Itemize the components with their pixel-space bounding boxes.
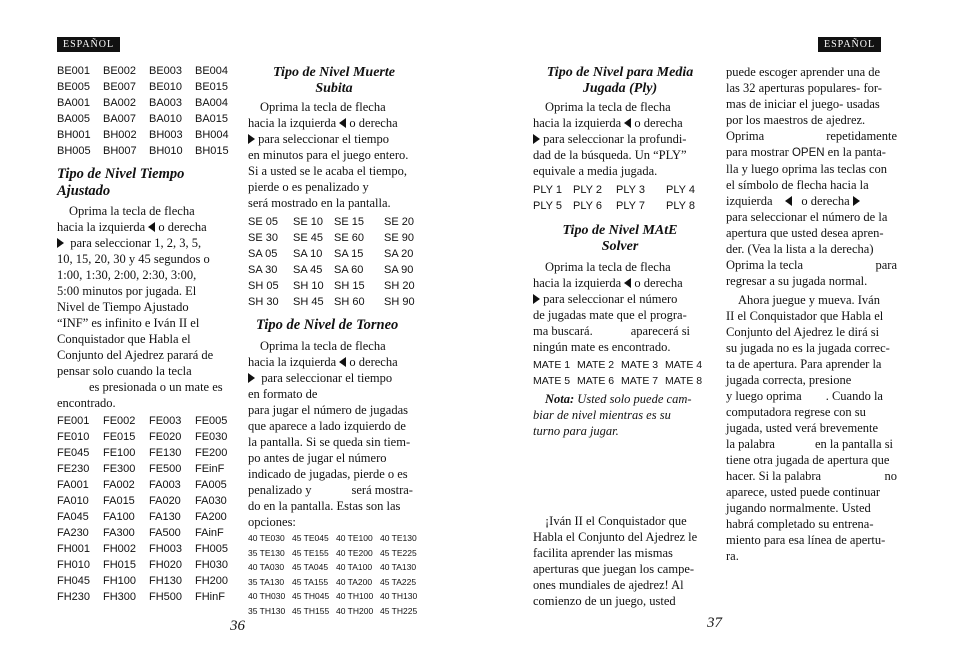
level-code: 35 TE130 [248, 547, 285, 558]
level-code: PLY 2 [573, 184, 602, 196]
right-arrow-icon [533, 134, 540, 144]
level-code: 45 TE045 [292, 533, 329, 543]
level-code: PLY 7 [616, 200, 645, 212]
level-code: SA 10 [293, 248, 323, 260]
level-code: PLY 3 [616, 184, 645, 196]
level-code: 40 TE130 [380, 533, 417, 543]
level-code: SE 30 [248, 232, 278, 244]
level-code: FH130 [149, 575, 183, 587]
level-code: 40 TE100 [336, 533, 373, 543]
level-code: FH020 [149, 559, 183, 571]
level-code: BH005 [57, 145, 91, 157]
level-code: SH 90 [384, 296, 415, 308]
level-code: BE003 [149, 65, 183, 77]
level-code: 45 TE225 [380, 547, 417, 558]
level-code: BA007 [103, 113, 137, 125]
level-code: 45 TH155 [292, 605, 330, 616]
level-code: 45 TH225 [380, 605, 418, 616]
level-code: BH004 [195, 129, 229, 141]
level-code: FH500 [149, 591, 183, 603]
paragraph-media-jugada: Oprima la tecla de flecha hacia la izquierda o derecha para seleccionar la profundi- dad de la búsqueda. Un “PLY” equivale a media jugada. [533, 100, 687, 178]
level-code: SA 05 [248, 248, 278, 260]
level-code: PLY 6 [573, 200, 602, 212]
mate-codes [533, 357, 709, 389]
language-tag-right: ESPAÑOL [818, 37, 881, 52]
page-number-left: 36 [230, 618, 245, 634]
level-code: FA130 [149, 511, 181, 523]
level-code: FEinF [195, 463, 225, 475]
paragraph-aperturas-intro: ¡Iván II el Conquistador que Habla el Conjunto del Ajedrez le facilita aprender las mismas aperturas que juegan los campe- ones mundiales de ajedrez! Al comienzo de un juego, usted [533, 514, 698, 608]
level-code: FE002 [103, 415, 136, 427]
level-code: FE045 [57, 447, 90, 459]
level-code: BH015 [195, 145, 229, 157]
level-code: SH 10 [293, 280, 324, 292]
page-number-right: 37 [707, 615, 722, 631]
note-label: Nota: [545, 392, 575, 406]
level-code: FHinF [195, 591, 225, 603]
level-code: 40 TE200 [336, 547, 373, 558]
level-code: MATE 1 [533, 359, 571, 371]
level-code: SH 60 [334, 296, 365, 308]
level-code: FA300 [103, 527, 135, 539]
level-code: FE020 [149, 431, 182, 443]
tournament-codes [248, 531, 423, 618]
level-code: FE003 [149, 415, 182, 427]
heading-media-jugada: Tipo de Nivel para Media Jugada (Ply) [546, 65, 694, 96]
level-code: MATE 5 [533, 375, 571, 387]
level-code: FE130 [149, 447, 182, 459]
level-code: FE030 [195, 431, 228, 443]
level-code: FE001 [57, 415, 90, 427]
ply-codes [533, 182, 707, 214]
level-code: FH200 [195, 575, 229, 587]
level-code: BH002 [103, 129, 137, 141]
level-code: SE 45 [293, 232, 323, 244]
level-code: 40 TA200 [336, 576, 373, 587]
level-code: SA 15 [334, 248, 364, 260]
level-code: FE010 [57, 431, 90, 443]
level-code: SE 20 [384, 216, 414, 228]
level-code: 40 TH030 [248, 591, 286, 601]
level-code: FA010 [57, 495, 89, 507]
level-codes-top [57, 63, 235, 159]
level-code: 40 TE030 [248, 533, 285, 543]
level-code: MATE 7 [621, 375, 659, 387]
level-code: SE 60 [334, 232, 364, 244]
level-code: FA015 [103, 495, 135, 507]
level-code: BA010 [149, 113, 183, 125]
level-code: FAinF [195, 527, 224, 539]
level-code: FH230 [57, 591, 91, 603]
level-code: BE004 [195, 65, 229, 77]
level-code: SH 15 [334, 280, 365, 292]
level-code: FE015 [103, 431, 136, 443]
left-arrow-icon [785, 196, 792, 206]
left-arrow-icon [339, 118, 346, 128]
level-code: PLY 8 [666, 200, 695, 212]
level-code: MATE 8 [665, 375, 703, 387]
level-code: FA100 [103, 511, 135, 523]
level-code: BH001 [57, 129, 91, 141]
level-code: 40 TA030 [248, 562, 285, 572]
level-code: FE100 [103, 447, 136, 459]
level-code: FA045 [57, 511, 89, 523]
paragraph-juegue: Ahora juegue y mueva. Iván II el Conquistador que Habla el Conjunto del Ajedrez le dirá si su jugada no es la jugada correc- ta de apertura. Para aprender la jugada correcta, presione y luego oprima . Cuando la computadora regrese con su jugada, usted verá brevemente la palabra en la pantalla si tiene otra jugada de apertura que hacer. Si la palabra no aparece, usted puede continuar jugando normalmente. Usted habrá completado su entrena- miento para esa línea de apertu- ra. [726, 293, 897, 563]
right-arrow-icon [533, 294, 540, 304]
level-code: BA005 [57, 113, 91, 125]
level-code: FH003 [149, 543, 183, 555]
level-code: MATE 6 [577, 375, 615, 387]
level-code: SA 45 [293, 264, 323, 276]
level-code: SH 45 [293, 296, 324, 308]
level-code: 45 TA225 [380, 576, 417, 587]
heading-mate-solver: Tipo de Nivel MAtE Solver [562, 223, 678, 254]
level-code: FA005 [195, 479, 227, 491]
level-code: SH 05 [248, 280, 279, 292]
level-code: FA030 [195, 495, 227, 507]
level-code: FA020 [149, 495, 181, 507]
level-code: FE005 [195, 415, 228, 427]
level-code: 45 TH045 [292, 591, 330, 601]
level-code: BE001 [57, 65, 91, 77]
paragraph-mate-solver: Oprima la tecla de flecha hacia la izquierda o derecha para seleccionar el número de jugadas mate que el progra- ma buscará. aparecerá si ningún mate es encontrado. [533, 260, 691, 354]
level-code: FA003 [149, 479, 181, 491]
right-arrow-icon [853, 196, 860, 206]
level-code: SE 10 [293, 216, 323, 228]
heading-tiempo-ajustado: Tipo de Nivel Tiempo Ajustado [57, 166, 185, 199]
level-code: BE005 [57, 81, 91, 93]
level-code: SH 20 [384, 280, 415, 292]
level-code: 40 TH100 [336, 591, 374, 601]
level-code: SA 60 [334, 264, 364, 276]
paragraph-muerte-subita: Oprima la tecla de flecha hacia la izquierda o derecha para seleccionar el tiempo en minutos para el juego entero. Si a usted se le acaba el tiempo, pierde o es penalizado y será mostrado en la pantalla. [248, 100, 409, 210]
level-code: 40 TH130 [380, 591, 418, 601]
open-display: OPEN [791, 147, 825, 159]
level-code: FE300 [103, 463, 136, 475]
paragraph-torneo: Oprima la tecla de flecha hacia la izquierda o derecha para seleccionar el tiempo en formato de para jugar el número de jugadas que aparece a lado izquierdo de la pantalla. Si se queda sin tiem- po antes de jugar el número indicado de jugadas, pierde o es penalizado y será mostra- do en la pantalla. Estas son las opciones: [248, 339, 413, 529]
level-code: PLY 1 [533, 184, 562, 196]
level-code: SA 90 [384, 264, 414, 276]
level-code: SA 20 [384, 248, 414, 260]
sudden-death-codes [248, 214, 420, 310]
level-code: MATE 3 [621, 359, 659, 371]
level-code: BA001 [57, 97, 91, 109]
level-code: BA015 [195, 113, 229, 125]
level-codes-bottom [57, 413, 235, 605]
level-code: 45 TA155 [292, 576, 329, 587]
level-code: FH015 [103, 559, 137, 571]
level-code: BE002 [103, 65, 137, 77]
level-code: FE500 [149, 463, 182, 475]
heading-torneo: Tipo de Nivel de Torneo [256, 317, 399, 333]
level-code: SE 15 [334, 216, 364, 228]
level-code: BH007 [103, 145, 137, 157]
level-code: BH010 [149, 145, 183, 157]
level-code: FE230 [57, 463, 90, 475]
level-code: SE 90 [384, 232, 414, 244]
level-code: FA002 [103, 479, 135, 491]
level-code: SA 30 [248, 264, 278, 276]
level-code: BE010 [149, 81, 183, 93]
level-code: MATE 2 [577, 359, 615, 371]
level-code: FH010 [57, 559, 91, 571]
level-code: PLY 4 [666, 184, 695, 196]
level-code: BA004 [195, 97, 229, 109]
level-code: 45 TA045 [292, 562, 329, 572]
level-code: FH001 [57, 543, 91, 555]
level-code: 45 TE155 [292, 547, 329, 558]
level-code: 40 TA130 [380, 562, 417, 572]
level-code: FH045 [57, 575, 91, 587]
level-code: FH002 [103, 543, 137, 555]
level-code: BE015 [195, 81, 229, 93]
level-code: FE200 [195, 447, 228, 459]
level-code: FA200 [195, 511, 227, 523]
right-arrow-icon [248, 134, 255, 144]
level-code: 40 TH200 [336, 605, 374, 616]
paragraph-tiempo-ajustado: Oprima la tecla de flecha hacia la izquierda o derecha para seleccionar 1, 2, 3, 5, 10, 15, 20, 30 y 45 segundos o 1:00, 1:30, 2:00, 2:30, 3:00, 5:00 minutos por jugada. El Nivel de Tiempo Ajustado “INF” es infinito e Iván II el Conquistador que Habla el Conjunto del Ajedrez parará de pensar solo cuando la tecla es presionada o un mate es encontrado. [57, 204, 223, 410]
language-tag-left: ESPAÑOL [57, 37, 120, 52]
level-code: BH003 [149, 129, 183, 141]
left-arrow-icon [148, 222, 155, 232]
level-code: MATE 4 [665, 359, 703, 371]
level-code: FH300 [103, 591, 137, 603]
note: Nota: Usted solo puede cam- biar de nivel mientras es su turno para jugar. [533, 392, 692, 438]
right-arrow-icon [57, 238, 64, 248]
level-code: PLY 5 [533, 200, 562, 212]
level-code: FA500 [149, 527, 181, 539]
left-arrow-icon [624, 278, 631, 288]
level-code: FH005 [195, 543, 229, 555]
right-arrow-icon [248, 373, 255, 383]
level-code: SE 05 [248, 216, 278, 228]
level-code: BA002 [103, 97, 137, 109]
level-code: 40 TA100 [336, 562, 373, 572]
heading-muerte-subita: Tipo de Nivel Muerte Subita [273, 65, 395, 96]
level-code: SH 30 [248, 296, 279, 308]
level-code: 35 TA130 [248, 576, 285, 587]
level-code: FA230 [57, 527, 89, 539]
level-code: BE007 [103, 81, 137, 93]
level-code: FA001 [57, 479, 89, 491]
level-code: BA003 [149, 97, 183, 109]
left-arrow-icon [339, 357, 346, 367]
left-arrow-icon [624, 118, 631, 128]
level-code: FH030 [195, 559, 229, 571]
level-code: FH100 [103, 575, 137, 587]
level-code: 35 TH130 [248, 605, 286, 616]
paragraph-aperturas: puede escoger aprender una de las 32 aperturas populares- for- mas de iniciar el juego- usadas por los maestros de ajedrez. Oprima repetidamente para mostrar OPEN en la panta- lla y luego oprima las teclas con el símbolo de flecha hacia la izquierda o derecha para seleccionar el número de la apertura que usted desea apren- der. (Vea la lista a la derecha) Oprima la tecla para regresar a su jugada normal. [726, 65, 897, 288]
